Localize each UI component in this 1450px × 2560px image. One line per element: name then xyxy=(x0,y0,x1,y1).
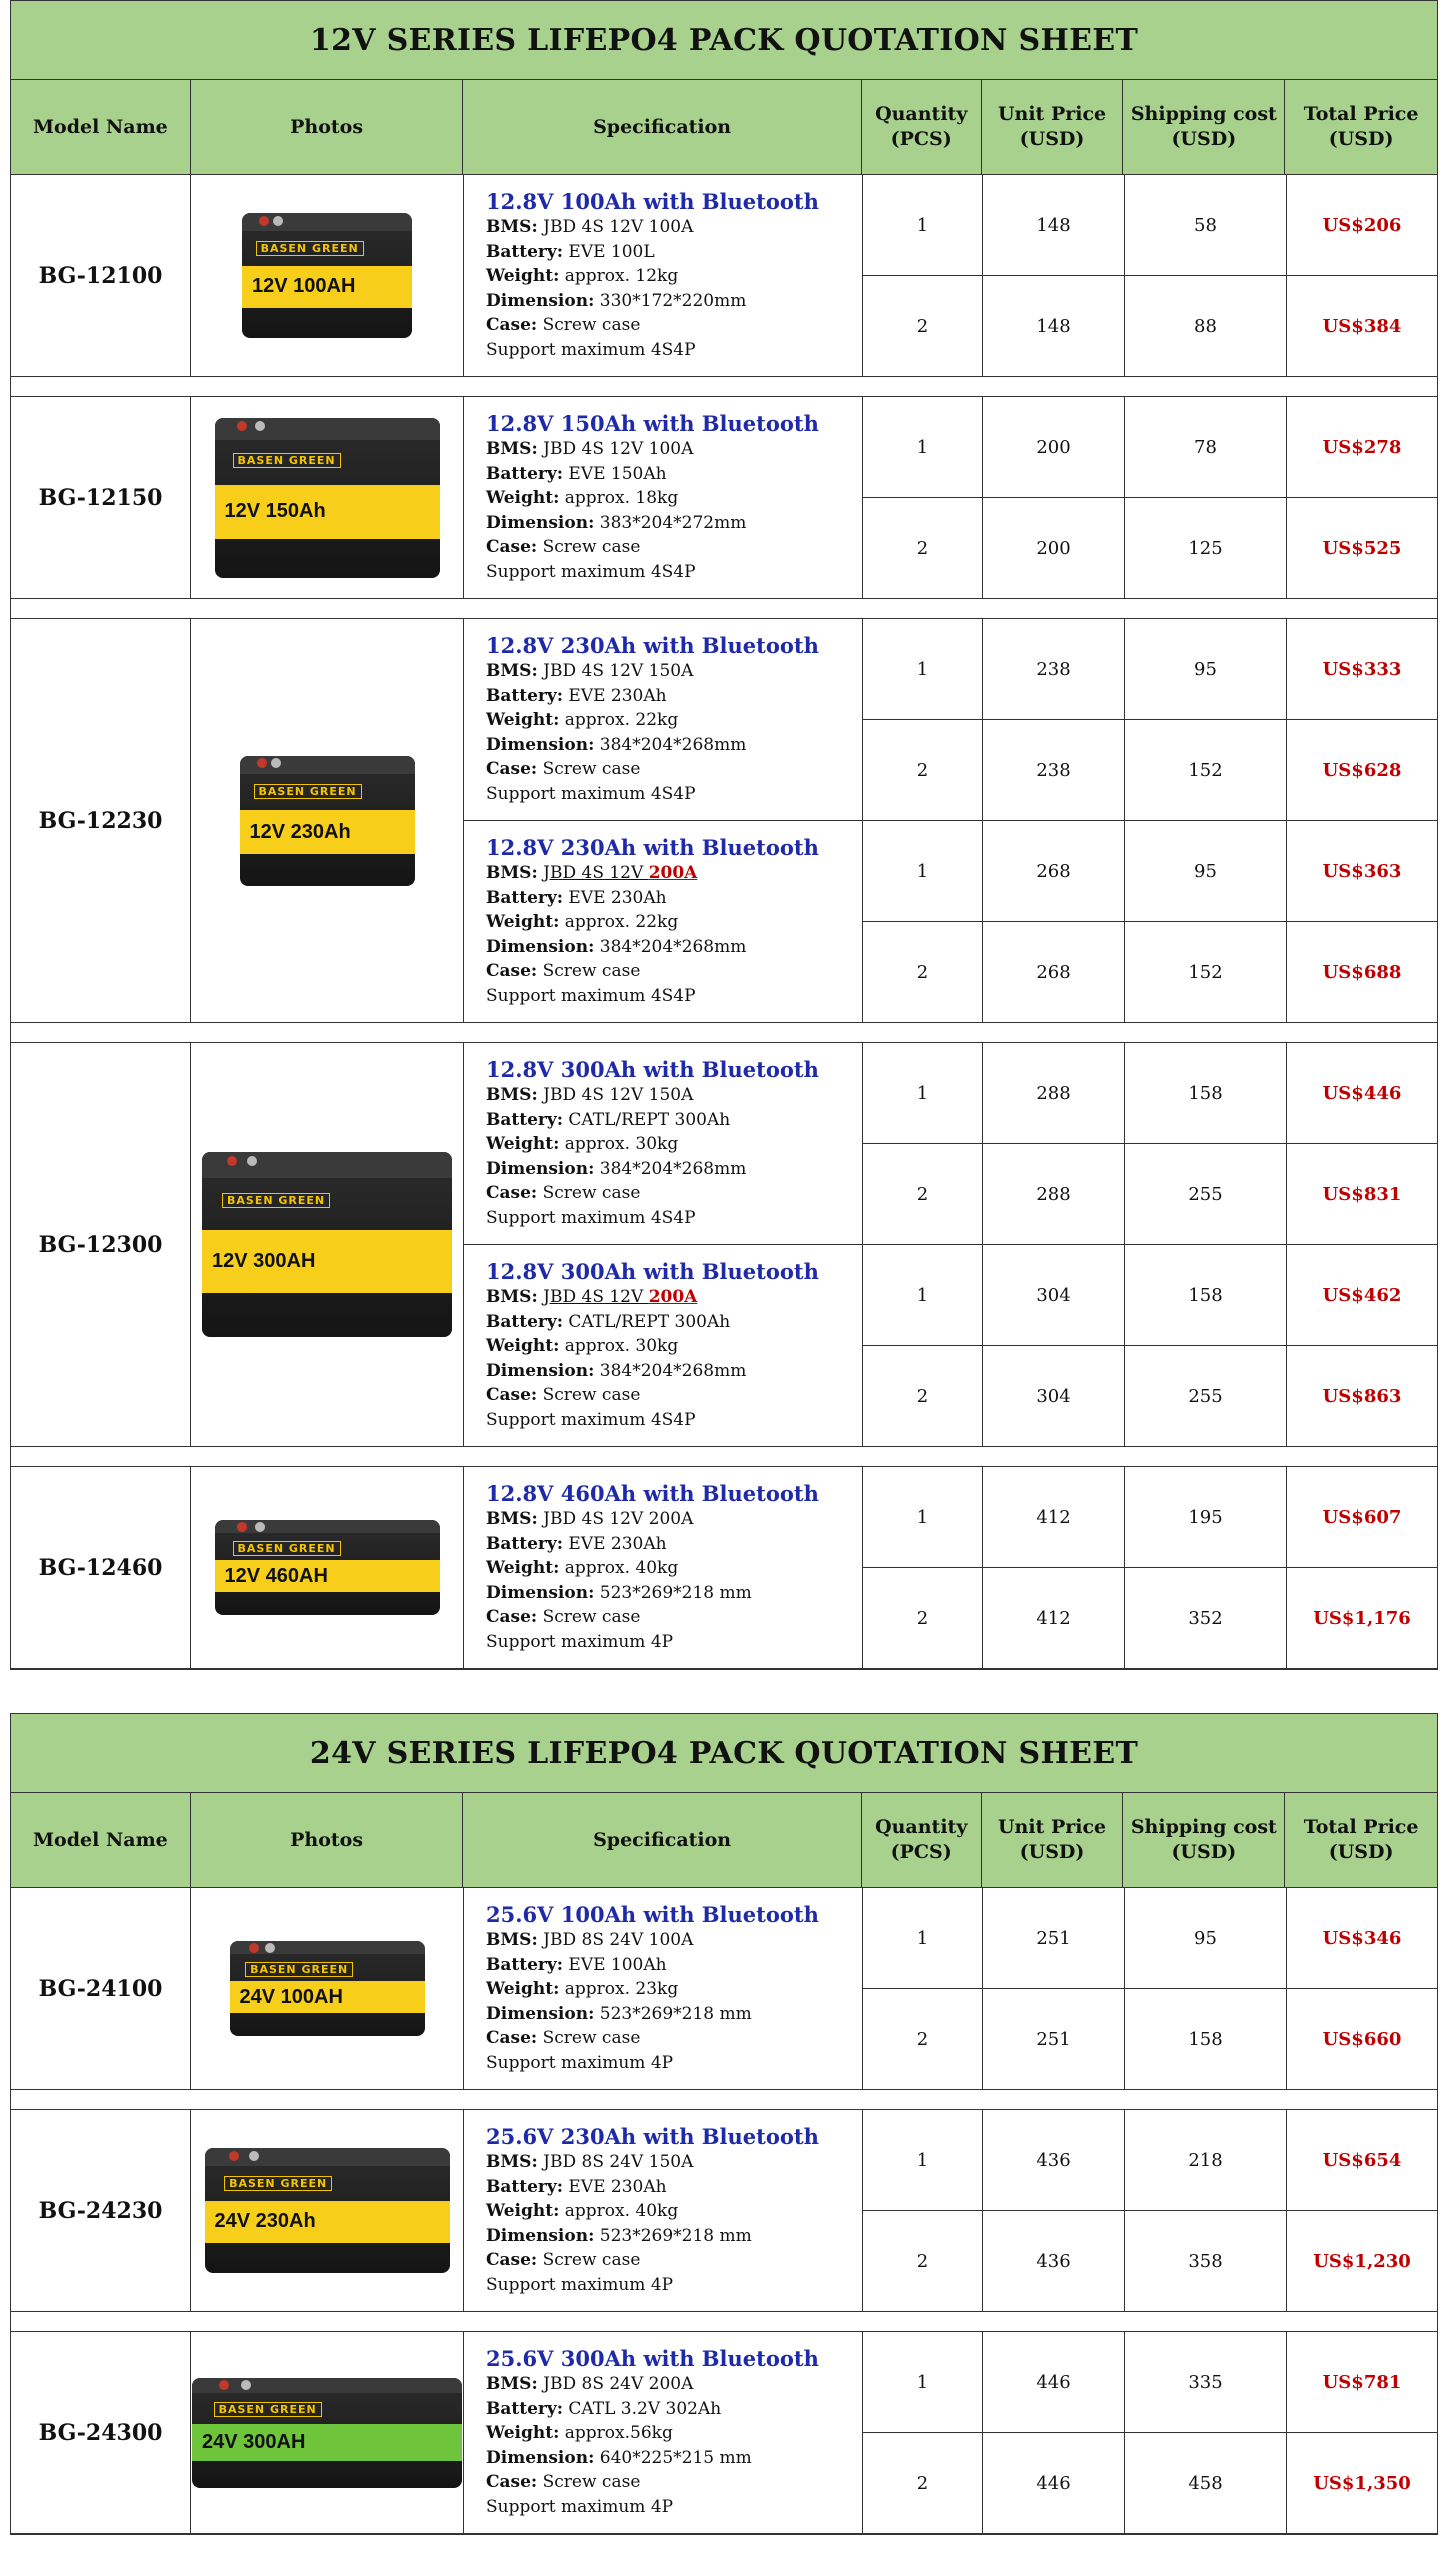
spec-block xyxy=(464,1467,862,1668)
spec-support: Support maximum 4S4P xyxy=(486,1409,696,1430)
spec-case: Case: Screw case xyxy=(486,537,641,557)
battery-label: 24V 300AH xyxy=(202,2430,306,2453)
spec-title: 12.8V 230Ah with Bluetooth xyxy=(486,633,819,658)
model-name: BG-12150 xyxy=(11,397,191,598)
battery-icon xyxy=(202,1152,452,1337)
header-shipping: Shipping cost (USD) xyxy=(1123,1793,1285,1887)
spec-block xyxy=(464,397,862,598)
unit-price: 148 xyxy=(983,276,1125,376)
model-name: BG-12300 xyxy=(11,1043,191,1446)
total-price: US$628 xyxy=(1322,759,1402,781)
unit-price: 436 xyxy=(983,2110,1125,2210)
shipping-cost: 125 xyxy=(1125,498,1287,598)
table-row xyxy=(863,2211,1437,2311)
quantity: 2 xyxy=(863,2211,983,2311)
spec-support: Support maximum 4S4P xyxy=(486,1207,696,1228)
unit-price: 148 xyxy=(983,175,1125,275)
spec-block xyxy=(464,2332,862,2533)
price-rows xyxy=(863,1467,1437,1668)
spec-bms: BMS: JBD 8S 24V 100A xyxy=(486,1930,694,1950)
spec-battery: Battery: EVE 150Ah xyxy=(486,463,667,484)
spec-bms: BMS: JBD 4S 12V 200A xyxy=(486,1509,694,1529)
table-row xyxy=(863,2433,1437,2533)
total-price: US$831 xyxy=(1322,1183,1402,1205)
product-group xyxy=(11,1888,1437,2090)
quantity: 2 xyxy=(863,922,983,1022)
unit-price: 251 xyxy=(983,1989,1125,2089)
spec-bms: BMS: JBD 8S 24V 200A xyxy=(486,2374,694,2394)
header-spec: Specification xyxy=(463,80,861,174)
total-price: US$384 xyxy=(1322,315,1402,337)
shipping-cost: 158 xyxy=(1125,1043,1287,1143)
header-model: Model Name xyxy=(11,1793,191,1887)
product-group xyxy=(11,2110,1437,2312)
product-photo xyxy=(191,1888,464,2089)
quotation-sheet-24v xyxy=(10,1713,1438,2535)
quantity: 1 xyxy=(863,1467,983,1567)
quantity: 1 xyxy=(863,2332,983,2432)
shipping-cost: 195 xyxy=(1125,1467,1287,1567)
sheet-body-12v xyxy=(11,175,1437,1669)
specification-cell xyxy=(464,2332,863,2533)
spec-weight: Weight: approx. 40kg xyxy=(486,1558,679,1578)
sheet-title: 24V SERIES LIFEPO4 PACK QUOTATION SHEET xyxy=(11,1714,1437,1793)
brand-logo: BASEN GREEN xyxy=(233,1541,341,1556)
spec-title: 25.6V 230Ah with Bluetooth xyxy=(486,2124,819,2149)
spec-case: Case: Screw case xyxy=(486,2028,641,2048)
shipping-cost: 158 xyxy=(1125,1989,1287,2089)
unit-price: 304 xyxy=(983,1245,1125,1345)
unit-price: 446 xyxy=(983,2332,1125,2432)
quantity: 1 xyxy=(863,619,983,719)
spec-block xyxy=(464,1888,862,2089)
quantity: 1 xyxy=(863,1043,983,1143)
group-spacer xyxy=(11,599,1437,619)
shipping-cost: 95 xyxy=(1125,619,1287,719)
brand-logo: BASEN GREEN xyxy=(254,784,362,799)
spec-case: Case: Screw case xyxy=(486,961,641,981)
shipping-cost: 255 xyxy=(1125,1346,1287,1446)
specification-cell xyxy=(464,2110,863,2311)
spec-support: Support maximum 4S4P xyxy=(486,985,696,1006)
shipping-cost: 218 xyxy=(1125,2110,1287,2210)
total-price: US$654 xyxy=(1322,2149,1402,2171)
table-row xyxy=(863,821,1437,922)
unit-price: 251 xyxy=(983,1888,1125,1988)
quantity: 2 xyxy=(863,276,983,376)
battery-icon xyxy=(192,2378,462,2488)
quantity: 2 xyxy=(863,1568,983,1668)
sheet-body-24v xyxy=(11,1888,1437,2534)
table-row xyxy=(863,2110,1437,2211)
spec-dimension: Dimension: 523*269*218 mm xyxy=(486,2225,752,2246)
specification-cell xyxy=(464,1467,863,1668)
product-photo xyxy=(191,619,464,1022)
unit-price: 446 xyxy=(983,2433,1125,2533)
product-photo xyxy=(191,2110,464,2311)
specification-cell xyxy=(464,1888,863,2089)
total-price: US$363 xyxy=(1322,860,1402,882)
spec-title: 12.8V 100Ah with Bluetooth xyxy=(486,189,819,214)
spec-dimension: Dimension: 330*172*220mm xyxy=(486,290,747,311)
quantity: 1 xyxy=(863,2110,983,2210)
table-row xyxy=(863,397,1437,498)
spec-battery: Battery: CATL/REPT 300Ah xyxy=(486,1109,731,1130)
spec-bms: BMS: JBD 4S 12V 150A xyxy=(486,661,694,681)
spec-title: 12.8V 300Ah with Bluetooth xyxy=(486,1057,819,1082)
group-spacer xyxy=(11,2312,1437,2332)
product-group xyxy=(11,619,1437,1023)
quotation-sheet-12v xyxy=(10,0,1438,1670)
table-row xyxy=(863,720,1437,821)
price-rows xyxy=(863,2110,1437,2311)
spec-bms: BMS: JBD 8S 24V 150A xyxy=(486,2152,694,2172)
table-row xyxy=(863,175,1437,276)
brand-logo: BASEN GREEN xyxy=(224,2176,332,2191)
total-price: US$781 xyxy=(1322,2371,1402,2393)
model-name: BG-12100 xyxy=(11,175,191,376)
quantity: 1 xyxy=(863,821,983,921)
table-row xyxy=(863,619,1437,720)
spec-bms: BMS: JBD 4S 12V 200A xyxy=(486,1287,698,1307)
unit-price: 268 xyxy=(983,821,1125,921)
spec-case: Case: Screw case xyxy=(486,1183,641,1203)
brand-logo: BASEN GREEN xyxy=(245,1962,353,1977)
header-qty: Quantity (PCS) xyxy=(862,80,982,174)
spec-title: 12.8V 150Ah with Bluetooth xyxy=(486,411,819,436)
group-spacer xyxy=(11,1023,1437,1043)
battery-label: 12V 150Ah xyxy=(224,500,326,523)
quantity: 2 xyxy=(863,2433,983,2533)
spec-battery: Battery: EVE 100L xyxy=(486,241,655,262)
quantity: 1 xyxy=(863,397,983,497)
spec-weight: Weight: approx. 12kg xyxy=(486,266,679,286)
total-price: US$333 xyxy=(1322,658,1402,680)
model-name: BG-24230 xyxy=(11,2110,191,2311)
shipping-cost: 352 xyxy=(1125,1568,1287,1668)
product-photo xyxy=(191,1043,464,1446)
battery-icon xyxy=(215,1520,440,1615)
spec-bms: BMS: JBD 4S 12V 200A xyxy=(486,863,698,883)
unit-price: 288 xyxy=(983,1144,1125,1244)
brand-logo: BASEN GREEN xyxy=(222,1193,330,1208)
unit-price: 288 xyxy=(983,1043,1125,1143)
brand-logo: BASEN GREEN xyxy=(233,453,341,468)
spec-case: Case: Screw case xyxy=(486,2472,641,2492)
table-row xyxy=(863,498,1437,598)
model-name: BG-12230 xyxy=(11,619,191,1022)
total-price: US$607 xyxy=(1322,1506,1402,1528)
spec-title: 25.6V 300Ah with Bluetooth xyxy=(486,2346,819,2371)
shipping-cost: 78 xyxy=(1125,397,1287,497)
header-unit-price: Unit Price (USD) xyxy=(982,1793,1124,1887)
spec-battery: Battery: EVE 230Ah xyxy=(486,1533,667,1554)
product-group xyxy=(11,175,1437,377)
quantity: 1 xyxy=(863,175,983,275)
product-group xyxy=(11,1467,1437,1669)
brand-logo: BASEN GREEN xyxy=(214,2402,322,2417)
specification-cell xyxy=(464,397,863,598)
group-spacer xyxy=(11,1447,1437,1467)
unit-price: 304 xyxy=(983,1346,1125,1446)
spec-support: Support maximum 4P xyxy=(486,2274,674,2295)
quantity: 2 xyxy=(863,1989,983,2089)
total-price: US$1,350 xyxy=(1313,2472,1411,2494)
total-price: US$525 xyxy=(1322,537,1402,559)
spec-weight: Weight: approx. 18kg xyxy=(486,488,679,508)
table-row xyxy=(863,1346,1437,1446)
total-price: US$446 xyxy=(1322,1082,1402,1104)
model-name: BG-24100 xyxy=(11,1888,191,2089)
table-row xyxy=(863,1568,1437,1668)
header-model: Model Name xyxy=(11,80,191,174)
battery-icon xyxy=(242,213,412,338)
spec-title: 12.8V 460Ah with Bluetooth xyxy=(486,1481,819,1506)
spec-support: Support maximum 4P xyxy=(486,1631,674,1652)
table-row xyxy=(863,1888,1437,1989)
price-rows xyxy=(863,2332,1437,2533)
spec-bms: BMS: JBD 4S 12V 100A xyxy=(486,439,694,459)
spec-weight: Weight: approx. 30kg xyxy=(486,1336,679,1356)
spec-weight: Weight: approx. 40kg xyxy=(486,2201,679,2221)
total-price: US$206 xyxy=(1322,214,1402,236)
spec-dimension: Dimension: 384*204*268mm xyxy=(486,936,747,957)
battery-icon xyxy=(240,756,415,886)
model-name: BG-12460 xyxy=(11,1467,191,1668)
shipping-cost: 88 xyxy=(1125,276,1287,376)
spec-dimension: Dimension: 523*269*218 mm xyxy=(486,1582,752,1603)
spec-battery: Battery: EVE 230Ah xyxy=(486,887,667,908)
spec-dimension: Dimension: 640*225*215 mm xyxy=(486,2447,752,2468)
spec-battery: Battery: CATL 3.2V 302Ah xyxy=(486,2398,722,2419)
battery-label: 12V 230Ah xyxy=(249,820,351,843)
header-total: Total Price (USD) xyxy=(1303,103,1419,150)
table-row xyxy=(863,276,1437,376)
spec-block xyxy=(464,175,862,376)
header-photos: Photos xyxy=(191,80,464,174)
unit-price: 436 xyxy=(983,2211,1125,2311)
spec-support: Support maximum 4S4P xyxy=(486,561,696,582)
spec-dimension: Dimension: 384*204*268mm xyxy=(486,734,747,755)
product-group xyxy=(11,2332,1437,2534)
battery-label: 24V 100AH xyxy=(239,1985,343,2008)
header-photos: Photos xyxy=(191,1793,464,1887)
spec-weight: Weight: approx. 22kg xyxy=(486,710,679,730)
shipping-cost: 255 xyxy=(1125,1144,1287,1244)
spec-battery: Battery: CATL/REPT 300Ah xyxy=(486,1311,731,1332)
unit-price: 200 xyxy=(983,498,1125,598)
spec-bms: BMS: JBD 4S 12V 150A xyxy=(486,1085,694,1105)
group-spacer xyxy=(11,377,1437,397)
total-price: US$660 xyxy=(1322,2028,1402,2050)
table-row xyxy=(863,1467,1437,1568)
spec-title: 25.6V 100Ah with Bluetooth xyxy=(486,1902,819,1927)
unit-price: 412 xyxy=(983,1568,1125,1668)
table-header xyxy=(11,1793,1437,1888)
quantity: 2 xyxy=(863,1144,983,1244)
spec-case: Case: Screw case xyxy=(486,2250,641,2270)
product-group xyxy=(11,397,1437,599)
price-rows xyxy=(863,397,1437,598)
spec-battery: Battery: EVE 100Ah xyxy=(486,1954,667,1975)
spec-block xyxy=(464,821,862,1022)
total-price: US$688 xyxy=(1322,961,1402,983)
spec-battery: Battery: EVE 230Ah xyxy=(486,685,667,706)
spec-bms: BMS: JBD 4S 12V 100A xyxy=(486,217,694,237)
header-qty: Quantity (PCS) xyxy=(862,1793,982,1887)
quantity: 1 xyxy=(863,1888,983,1988)
header-spec: Specification xyxy=(463,1793,861,1887)
product-photo xyxy=(191,1467,464,1668)
shipping-cost: 158 xyxy=(1125,1245,1287,1345)
product-photo xyxy=(191,2332,464,2533)
header-unit-price: Unit Price (USD) xyxy=(982,80,1124,174)
spec-case: Case: Screw case xyxy=(486,1385,641,1405)
total-price: US$1,230 xyxy=(1313,2250,1411,2272)
spec-support: Support maximum 4P xyxy=(486,2052,674,2073)
spec-case: Case: Screw case xyxy=(486,1607,641,1627)
unit-price: 412 xyxy=(983,1467,1125,1567)
shipping-cost: 95 xyxy=(1125,1888,1287,1988)
table-row xyxy=(863,922,1437,1022)
specification-cell xyxy=(464,1043,863,1446)
model-name: BG-24300 xyxy=(11,2332,191,2533)
shipping-cost: 458 xyxy=(1125,2433,1287,2533)
spec-case: Case: Screw case xyxy=(486,759,641,779)
quantity: 2 xyxy=(863,1346,983,1446)
header-total: Total Price (USD) xyxy=(1303,1816,1419,1863)
spec-title: 12.8V 230Ah with Bluetooth xyxy=(486,835,819,860)
total-price: US$863 xyxy=(1322,1385,1402,1407)
battery-icon xyxy=(205,2148,450,2273)
battery-icon xyxy=(215,418,440,578)
spec-dimension: Dimension: 384*204*268mm xyxy=(486,1360,747,1381)
header-shipping: Shipping cost (USD) xyxy=(1123,80,1285,174)
unit-price: 200 xyxy=(983,397,1125,497)
shipping-cost: 335 xyxy=(1125,2332,1287,2432)
shipping-cost: 358 xyxy=(1125,2211,1287,2311)
quantity: 2 xyxy=(863,720,983,820)
spec-support: Support maximum 4S4P xyxy=(486,339,696,360)
table-row xyxy=(863,1144,1437,1245)
spec-block xyxy=(464,619,862,821)
total-price: US$1,176 xyxy=(1313,1607,1411,1629)
spec-weight: Weight: approx. 23kg xyxy=(486,1979,679,1999)
spec-weight: Weight: approx.56kg xyxy=(486,2423,673,2443)
shipping-cost: 152 xyxy=(1125,720,1287,820)
spec-weight: Weight: approx. 22kg xyxy=(486,912,679,932)
table-row xyxy=(863,2332,1437,2433)
product-group xyxy=(11,1043,1437,1447)
spec-weight: Weight: approx. 30kg xyxy=(486,1134,679,1154)
price-rows xyxy=(863,1043,1437,1446)
price-rows xyxy=(863,175,1437,376)
battery-label: 24V 230Ah xyxy=(214,2210,316,2233)
quantity: 1 xyxy=(863,1245,983,1345)
shipping-cost: 152 xyxy=(1125,922,1287,1022)
table-row xyxy=(863,1043,1437,1144)
product-photo xyxy=(191,175,464,376)
shipping-cost: 95 xyxy=(1125,821,1287,921)
total-price: US$278 xyxy=(1322,436,1402,458)
product-photo xyxy=(191,397,464,598)
brand-logo: BASEN GREEN xyxy=(256,241,364,256)
total-price: US$462 xyxy=(1322,1284,1402,1306)
spec-battery: Battery: EVE 230Ah xyxy=(486,2176,667,2197)
spec-dimension: Dimension: 523*269*218 mm xyxy=(486,2003,752,2024)
spec-case: Case: Screw case xyxy=(486,315,641,335)
spec-title: 12.8V 300Ah with Bluetooth xyxy=(486,1259,819,1284)
spec-block xyxy=(464,1043,862,1245)
spec-dimension: Dimension: 384*204*268mm xyxy=(486,1158,747,1179)
battery-label: 12V 100AH xyxy=(252,275,356,298)
group-spacer xyxy=(11,2090,1437,2110)
unit-price: 238 xyxy=(983,619,1125,719)
price-rows xyxy=(863,1888,1437,2089)
specification-cell xyxy=(464,175,863,376)
table-row xyxy=(863,1245,1437,1346)
total-price: US$346 xyxy=(1322,1927,1402,1949)
battery-label: 12V 300AH xyxy=(212,1249,316,1272)
bms-highlight: 200A xyxy=(648,1287,698,1307)
spec-block xyxy=(464,2110,862,2311)
battery-icon xyxy=(230,1941,425,2036)
price-rows xyxy=(863,619,1437,1022)
table-row xyxy=(863,1989,1437,2089)
spec-support: Support maximum 4P xyxy=(486,2496,674,2517)
bms-highlight: 200A xyxy=(648,863,698,883)
table-header xyxy=(11,80,1437,175)
spec-block xyxy=(464,1245,862,1446)
specification-cell xyxy=(464,619,863,1022)
shipping-cost: 58 xyxy=(1125,175,1287,275)
spec-support: Support maximum 4S4P xyxy=(486,783,696,804)
unit-price: 238 xyxy=(983,720,1125,820)
quantity: 2 xyxy=(863,498,983,598)
battery-label: 12V 460AH xyxy=(224,1564,328,1587)
unit-price: 268 xyxy=(983,922,1125,1022)
sheet-title: 12V SERIES LIFEPO4 PACK QUOTATION SHEET xyxy=(11,1,1437,80)
spec-dimension: Dimension: 383*204*272mm xyxy=(486,512,747,533)
